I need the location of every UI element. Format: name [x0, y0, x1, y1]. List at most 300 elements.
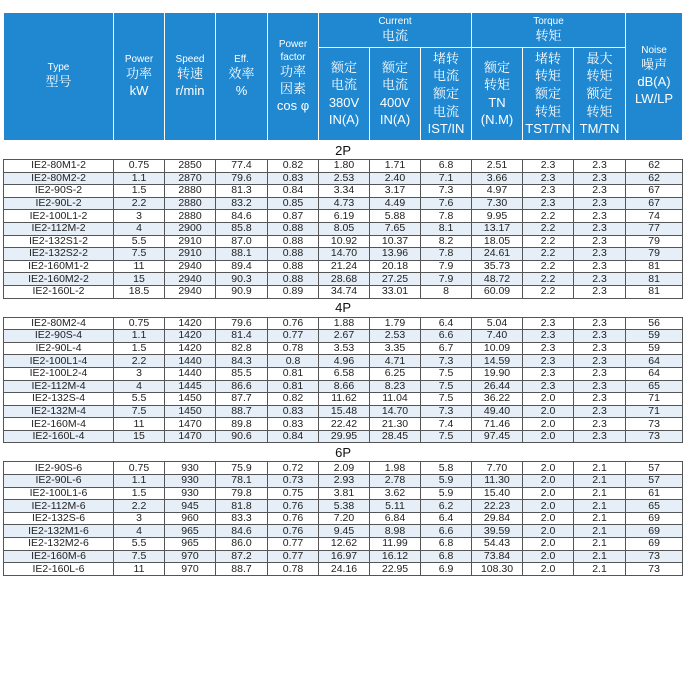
header-power	[114, 13, 165, 140]
table-cell: 84.6	[216, 525, 268, 538]
table-cell: 10.92	[319, 235, 370, 248]
table-cell: 2.2	[523, 222, 574, 235]
table-cell: 5.5	[114, 235, 165, 248]
header-pf-en1: Power	[278, 38, 308, 50]
table-cell: 27.25	[370, 273, 421, 286]
section-label: 2P	[4, 141, 683, 160]
table-cell: 1.5	[114, 342, 165, 355]
table-cell: 86.6	[216, 380, 268, 393]
table-cell: 36.22	[472, 393, 523, 406]
table-cell: 97.45	[472, 430, 523, 443]
header-noise-unit2: LW/LP	[635, 91, 674, 107]
table-cell: 4.49	[370, 197, 421, 210]
table-cell: 2.1	[574, 563, 626, 576]
header-pf-unit: cos φ	[276, 97, 310, 113]
table-cell: 7.3	[421, 185, 472, 198]
table-cell: IE2-112M-2	[4, 222, 114, 235]
table-body	[4, 141, 683, 575]
table-cell: 2.2	[523, 235, 574, 248]
table-cell: 22.95	[370, 563, 421, 576]
table-cell: 88.7	[216, 405, 268, 418]
table-cell: 35.73	[472, 260, 523, 273]
header-noise-unit1: dB(A)	[637, 74, 671, 90]
table-cell: 930	[165, 487, 216, 500]
table-cell: 71	[626, 405, 683, 418]
table-cell: 2.1	[574, 512, 626, 525]
table-cell: 12.62	[319, 538, 370, 551]
header-power-zh: 功率	[125, 65, 152, 81]
header-power-en: Power	[124, 53, 154, 65]
table-cell: 0.72	[268, 462, 319, 475]
table-cell: 64	[626, 367, 683, 380]
table-cell: IE2-160L-2	[4, 285, 114, 298]
table-cell: 20.18	[370, 260, 421, 273]
table-cell: 59	[626, 342, 683, 355]
header-torque-tm	[574, 48, 626, 140]
table-cell: 81.8	[216, 500, 268, 513]
table-cell: 2.3	[574, 380, 626, 393]
table-cell: 65	[626, 500, 683, 513]
table-cell: 6.2	[421, 500, 472, 513]
table-cell: 15.40	[472, 487, 523, 500]
table-cell: 0.78	[268, 342, 319, 355]
table-cell: 1450	[165, 393, 216, 406]
table-cell: 7.9	[421, 273, 472, 286]
table-cell: 7.30	[472, 197, 523, 210]
table-cell: 87.0	[216, 235, 268, 248]
table-cell: IE2-90S-2	[4, 185, 114, 198]
table-cell: 2.2	[523, 273, 574, 286]
table-cell: 6.9	[421, 563, 472, 576]
header-current-400v	[370, 48, 421, 140]
table-cell: 2940	[165, 285, 216, 298]
header-current-380v	[319, 48, 370, 140]
table-cell: IE2-80M1-2	[4, 160, 114, 173]
table-cell: 0.83	[268, 418, 319, 431]
table-cell: IE2-112M-6	[4, 500, 114, 513]
table-cell: 1450	[165, 405, 216, 418]
table-cell: 49.40	[472, 405, 523, 418]
table-cell: 77	[626, 222, 683, 235]
hc400-3: IN(A)	[379, 112, 411, 128]
table-cell: 0.88	[268, 222, 319, 235]
table-cell: 0.75	[114, 317, 165, 330]
table-cell: 26.44	[472, 380, 523, 393]
table-cell: 7.5	[114, 550, 165, 563]
hcst-2: 额定	[432, 85, 459, 101]
table-cell: 8.1	[421, 222, 472, 235]
htm-1: 转矩	[586, 68, 613, 84]
table-cell: 88.7	[216, 563, 268, 576]
table-cell: 2.1	[574, 500, 626, 513]
section-label: 4P	[4, 298, 683, 317]
htst-1: 转矩	[534, 68, 561, 84]
table-cell: 62	[626, 160, 683, 173]
header-noise	[626, 13, 683, 140]
table-cell: 6.58	[319, 367, 370, 380]
table-cell: 8.98	[370, 525, 421, 538]
table-cell: 2.3	[574, 367, 626, 380]
table-cell: 3	[114, 512, 165, 525]
table-cell: 83.3	[216, 512, 268, 525]
table-cell: 2.0	[523, 405, 574, 418]
table-cell: 65	[626, 380, 683, 393]
table-cell: 0.88	[268, 273, 319, 286]
table-cell: 2.67	[319, 330, 370, 343]
table-cell: IE2-132S-4	[4, 393, 114, 406]
htn-0: 额定	[483, 59, 510, 75]
table-cell: 8	[421, 285, 472, 298]
table-cell: 2.3	[574, 222, 626, 235]
table-cell: 7.3	[421, 405, 472, 418]
table-cell: 71	[626, 393, 683, 406]
table-cell: IE2-100L1-6	[4, 487, 114, 500]
table-cell: 9.45	[319, 525, 370, 538]
table-cell: 2.0	[523, 538, 574, 551]
table-cell: 16.12	[370, 550, 421, 563]
table-cell: 0.89	[268, 285, 319, 298]
table-cell: 2.1	[574, 475, 626, 488]
header-type-zh: 型号	[45, 74, 72, 90]
table-cell: 930	[165, 475, 216, 488]
table-cell: 5.5	[114, 393, 165, 406]
table-cell: 85.5	[216, 367, 268, 380]
table-cell: IE2-80M2-4	[4, 317, 114, 330]
header-pf-zh2: 因素	[279, 80, 306, 96]
table-cell: IE2-132M1-6	[4, 525, 114, 538]
table-cell: 4.73	[319, 197, 370, 210]
table-row	[4, 367, 683, 380]
table-cell: 59	[626, 330, 683, 343]
table-cell: 2.0	[523, 462, 574, 475]
header-current-group	[319, 13, 472, 48]
hc400-1: 电流	[381, 77, 408, 93]
table-cell: 2.1	[574, 487, 626, 500]
table-cell: 0.75	[268, 487, 319, 500]
table-cell: 2.3	[523, 197, 574, 210]
header-noise-zh: 噪声	[641, 57, 668, 73]
htst-2: 额定	[534, 85, 561, 101]
table-cell: 18.05	[472, 235, 523, 248]
table-cell: 8.2	[421, 235, 472, 248]
table-cell: 1445	[165, 380, 216, 393]
header-speed-zh: 转速	[176, 65, 203, 81]
table-cell: 67	[626, 185, 683, 198]
htn-1: 转矩	[483, 77, 510, 93]
table-cell: IE2-90L-2	[4, 197, 114, 210]
table-cell: 965	[165, 538, 216, 551]
table-cell: 0.84	[268, 430, 319, 443]
table-cell: 61	[626, 487, 683, 500]
table-cell: 2.3	[574, 342, 626, 355]
table-cell: 3.81	[319, 487, 370, 500]
table-header	[3, 13, 683, 140]
cropped-heading	[3, 0, 43, 10]
table-cell: 79	[626, 235, 683, 248]
table-cell: 1.5	[114, 487, 165, 500]
table-row	[4, 475, 683, 488]
table-cell: 0.76	[268, 317, 319, 330]
table-cell: 19.90	[472, 367, 523, 380]
table-cell: 2.3	[523, 185, 574, 198]
table-cell: 6.7	[421, 342, 472, 355]
table-cell: 11.62	[319, 393, 370, 406]
table-row	[4, 430, 683, 443]
table-cell: IE2-80M2-2	[4, 172, 114, 185]
table-cell: 79.6	[216, 172, 268, 185]
table-cell: 2.3	[523, 172, 574, 185]
table-cell: 2.3	[523, 330, 574, 343]
table-cell: 2.3	[574, 317, 626, 330]
table-cell: 2.2	[523, 260, 574, 273]
table-cell: 7.4	[421, 418, 472, 431]
table-cell: 24.61	[472, 248, 523, 261]
table-cell: 2.2	[523, 285, 574, 298]
table-cell: 81.4	[216, 330, 268, 343]
table-cell: 77.4	[216, 160, 268, 173]
table-cell: IE2-90S-6	[4, 462, 114, 475]
table-cell: 7.5	[114, 248, 165, 261]
table-cell: 14.70	[370, 405, 421, 418]
table-cell: 2.3	[574, 330, 626, 343]
table-row	[4, 512, 683, 525]
table-cell: 24.16	[319, 563, 370, 576]
hc380-3: IN(A)	[328, 112, 360, 128]
table-cell: 2.3	[523, 317, 574, 330]
table-row	[4, 160, 683, 173]
table-cell: 16.97	[319, 550, 370, 563]
header-eff	[216, 13, 268, 140]
table-cell: 28.68	[319, 273, 370, 286]
table-cell: 11.30	[472, 475, 523, 488]
table-cell: 15	[114, 430, 165, 443]
table-cell: 14.59	[472, 355, 523, 368]
table-cell: 3.17	[370, 185, 421, 198]
htm-3: 转矩	[586, 103, 613, 119]
table-cell: 90.6	[216, 430, 268, 443]
table-row	[4, 405, 683, 418]
table-cell: 73	[626, 430, 683, 443]
table-cell: 87.7	[216, 393, 268, 406]
table-cell: 2940	[165, 260, 216, 273]
table-cell: 8.66	[319, 380, 370, 393]
table-cell: 22.23	[472, 500, 523, 513]
table-cell: IE2-132S-6	[4, 512, 114, 525]
table-cell: 108.30	[472, 563, 523, 576]
section-row	[4, 443, 683, 462]
table-cell: 2.3	[574, 430, 626, 443]
table-row	[4, 185, 683, 198]
table-cell: 960	[165, 512, 216, 525]
table-cell: 0.83	[268, 172, 319, 185]
table-cell: 10.09	[472, 342, 523, 355]
table-cell: 11	[114, 418, 165, 431]
table-cell: 0.84	[268, 185, 319, 198]
table-cell: 0.76	[268, 500, 319, 513]
table-cell: 81	[626, 260, 683, 273]
table-cell: 2.09	[319, 462, 370, 475]
table-cell: 6.25	[370, 367, 421, 380]
table-cell: 22.42	[319, 418, 370, 431]
hc380-0: 额定	[330, 59, 357, 75]
table-cell: 7.5	[421, 380, 472, 393]
table-cell: 2940	[165, 273, 216, 286]
table-cell: 4.71	[370, 355, 421, 368]
htst-0: 堵转	[534, 50, 561, 66]
htm-0: 最大	[586, 50, 613, 66]
table-cell: 7.8	[421, 210, 472, 223]
table-cell: 29.84	[472, 512, 523, 525]
table-cell: 0.78	[268, 563, 319, 576]
table-row	[4, 222, 683, 235]
table-cell: 7.40	[472, 330, 523, 343]
table-row	[4, 260, 683, 273]
table-cell: 21.30	[370, 418, 421, 431]
table-cell: 2.0	[523, 512, 574, 525]
table-cell: 54.43	[472, 538, 523, 551]
header-current-zh: 电流	[381, 28, 408, 44]
table-cell: 970	[165, 550, 216, 563]
table-cell: 2.53	[319, 172, 370, 185]
header-current-ist	[421, 48, 472, 140]
section-row	[4, 141, 683, 160]
table-cell: 1.1	[114, 172, 165, 185]
table-cell: 7.9	[421, 260, 472, 273]
table-cell: 64	[626, 355, 683, 368]
table-cell: 2.0	[523, 393, 574, 406]
table-row	[4, 273, 683, 286]
hc400-0: 额定	[381, 59, 408, 75]
table-cell: 2910	[165, 248, 216, 261]
table-row	[4, 418, 683, 431]
table-cell: 0.8	[268, 355, 319, 368]
table-cell: 970	[165, 563, 216, 576]
htst-4: TST/TN	[525, 121, 571, 137]
table-cell: 8.23	[370, 380, 421, 393]
header-eff-en: Eff.	[234, 53, 249, 65]
table-cell: 5.11	[370, 500, 421, 513]
table-cell: 5.38	[319, 500, 370, 513]
table-cell: 1440	[165, 355, 216, 368]
table-cell: 2.3	[574, 172, 626, 185]
table-cell: 2.0	[523, 563, 574, 576]
table-cell: 79.8	[216, 487, 268, 500]
table-cell: 6.19	[319, 210, 370, 223]
table-cell: 2.1	[574, 525, 626, 538]
table-cell: 88.1	[216, 248, 268, 261]
table-cell: 89.4	[216, 260, 268, 273]
table-row	[4, 393, 683, 406]
table-cell: 1470	[165, 430, 216, 443]
table-cell: 2.3	[523, 355, 574, 368]
table-row	[4, 380, 683, 393]
table-cell: IE2-132M-4	[4, 405, 114, 418]
table-cell: 1420	[165, 317, 216, 330]
table-cell: 78.1	[216, 475, 268, 488]
table-cell: 6.8	[421, 160, 472, 173]
table-cell: 69	[626, 538, 683, 551]
table-cell: 67	[626, 197, 683, 210]
table-cell: 2.2	[523, 210, 574, 223]
header-torque-group	[472, 13, 626, 48]
table-cell: IE2-132M2-6	[4, 538, 114, 551]
table-cell: 2880	[165, 185, 216, 198]
table-cell: IE2-160L-4	[4, 430, 114, 443]
table-cell: 0.77	[268, 538, 319, 551]
table-cell: 0.82	[268, 393, 319, 406]
table-cell: 9.95	[472, 210, 523, 223]
header-type	[4, 13, 114, 140]
header-noise-en: Noise	[641, 45, 667, 57]
table-cell: 2.0	[523, 500, 574, 513]
table-cell: 1.5	[114, 185, 165, 198]
table-cell: 56	[626, 317, 683, 330]
table-cell: 7.65	[370, 222, 421, 235]
table-cell: 57	[626, 475, 683, 488]
table-cell: 84.6	[216, 210, 268, 223]
table-cell: 60.09	[472, 285, 523, 298]
table-cell: 2.1	[574, 462, 626, 475]
header-eff-unit: %	[235, 82, 248, 98]
table-cell: 0.81	[268, 380, 319, 393]
table-cell: 2.0	[523, 418, 574, 431]
table-cell: 21.24	[319, 260, 370, 273]
table-cell: 2.3	[523, 380, 574, 393]
table-cell: 81	[626, 273, 683, 286]
table-cell: 1420	[165, 342, 216, 355]
table-cell: 7.3	[421, 355, 472, 368]
table-cell: 4.96	[319, 355, 370, 368]
table-cell: 4	[114, 380, 165, 393]
table-cell: 6.6	[421, 330, 472, 343]
table-cell: 7.20	[319, 512, 370, 525]
header-speed-unit: r/min	[175, 82, 205, 98]
table-cell: 0.77	[268, 550, 319, 563]
table-cell: 2.3	[574, 355, 626, 368]
table-cell: 3.35	[370, 342, 421, 355]
table-cell: 0.87	[268, 210, 319, 223]
table-cell: 0.73	[268, 475, 319, 488]
table-row	[4, 197, 683, 210]
table-cell: 3.66	[472, 172, 523, 185]
table-cell: 3	[114, 210, 165, 223]
table-cell: 2.1	[574, 538, 626, 551]
table-cell: 73	[626, 418, 683, 431]
table-cell: 13.96	[370, 248, 421, 261]
table-cell: 83.2	[216, 197, 268, 210]
table-cell: 1.88	[319, 317, 370, 330]
table-cell: IE2-90L-6	[4, 475, 114, 488]
table-cell: 29.95	[319, 430, 370, 443]
hc400-2: 400V	[379, 94, 411, 110]
table-cell: 4.97	[472, 185, 523, 198]
table-row	[4, 538, 683, 551]
table-cell: 74	[626, 210, 683, 223]
table-cell: 8.05	[319, 222, 370, 235]
table-cell: 2.0	[523, 525, 574, 538]
table-cell: 48.72	[472, 273, 523, 286]
table-cell: 2.3	[523, 342, 574, 355]
header-pf-zh1: 功率	[279, 63, 306, 79]
htm-2: 额定	[586, 85, 613, 101]
table-row	[4, 355, 683, 368]
table-cell: 7.70	[472, 462, 523, 475]
table-cell: 71.46	[472, 418, 523, 431]
table-cell: 1440	[165, 367, 216, 380]
table-cell: 1.1	[114, 475, 165, 488]
table-cell: 82.8	[216, 342, 268, 355]
table-row	[4, 342, 683, 355]
